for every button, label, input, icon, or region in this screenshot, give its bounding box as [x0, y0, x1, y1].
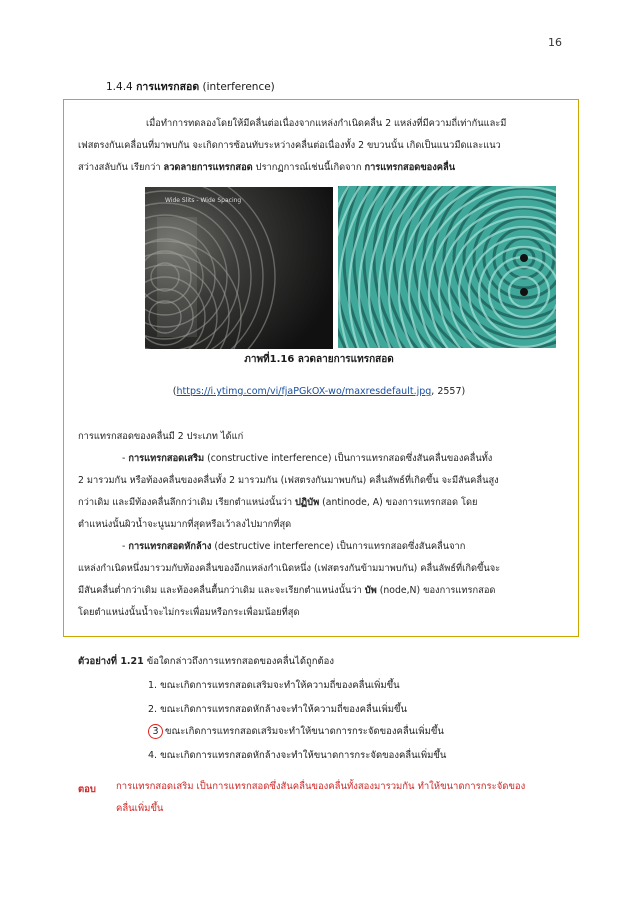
term-interference-pattern: ลวดลายการแทรกสอด	[163, 162, 253, 173]
answer-label: ตอบ	[78, 784, 96, 795]
section-title-en: (interference)	[202, 81, 275, 93]
types-intro: การแทรกสอดของคลื่นมี 2 ประเภท ได้แก่	[78, 431, 244, 442]
constructive-line-4: ตำแหน่งนั้นผิวน้ำจะนูนมากที่สุดหรือเว้าลงไปมากที่สุด	[78, 519, 292, 530]
intro-line-1: เมื่อทำการทดลองโดยให้มีคลื่นต่อเนื่องจากแหล่งกำเนิดคลื่น 2 แหล่งที่มีความถี่เท่ากันและมี	[146, 118, 507, 129]
term-constructive: การแทรกสอดเสริม	[128, 453, 205, 464]
intro-line-3: สว่างสลับกัน เรียกว่า ลวดลายการแทรกสอด ปรากฏการณ์เช่นนี้เกิดจาก การแทรกสอดของคลื่น	[78, 162, 456, 173]
answer-line-1: การแทรกสอดเสริม เป็นการแทรกสอดซึ่งสันคลื่นของคลื่นทั้งสองมารวมกัน ทำให้ขนาดการกระจัดของ	[116, 781, 526, 792]
constructive-line-2: 2 มารวมกัน หรือท้องคลื่นของคลื่นทั้ง 2 มารวมกัน (เฟสตรงกันมาพบกัน) คลื่นลัพธ์ที่เกิดขึ้น จะมีสันคลื่นสูง	[78, 475, 499, 486]
section-number: 1.4.4	[106, 81, 133, 93]
figure-caption: ภาพที่1.16 ลวดลายการแทรกสอด	[244, 354, 394, 365]
term-wave-interference: การแทรกสอดของคลื่น	[364, 162, 456, 173]
wave-source-1	[520, 254, 528, 262]
intro-paragraph	[78, 113, 574, 179]
answer-text	[116, 776, 576, 820]
figure-source: (https://i.ytimg.com/vi/fjaPGkOX-wo/maxresdefault.jpg, 2557)	[172, 386, 466, 397]
term-destructive: การแทรกสอดหักล้าง	[128, 541, 212, 552]
option-2: 2. ขณะเกิดการแทรกสอดหักล้างจะทำให้ความถี่ของคลื่นเพิ่มขึ้น	[148, 704, 408, 715]
ripple-tank-photo	[338, 186, 556, 348]
option-4: 4. ขณะเกิดการแทรกสอดหักล้างจะทำให้ขนาดการกระจัดของคลื่นเพิ่มขึ้น	[148, 750, 447, 761]
destructive-line-4: โดยตำแหน่งนั้นน้ำจะไม่กระเพื่อมหรือกระเพื่อมน้อยที่สุด	[78, 607, 300, 618]
option-3: 3 ขณะเกิดการแทรกสอดเสริมจะทำให้ขนาดการกระจัดของคลื่นเพิ่มขึ้น	[148, 724, 444, 739]
page-number: 16	[548, 36, 562, 49]
intro-line-2: เฟสตรงกันเคลื่อนที่มาพบกัน จะเกิดการซ้อนทับระหว่างคลื่นต่อเนื่องทั้ง 2 ขบวนนั้น เกิดเป็นแนวมืดและแนว	[78, 140, 501, 151]
destructive-line-1: - การแทรกสอดหักล้าง (destructive interference) เป็นการแทรกสอดซึ่งสันคลื่นจาก	[122, 541, 466, 552]
photo-overlay-text: Wide Slits - Wide Spacing	[165, 197, 242, 204]
destructive-line-3: มีสันคลื่นต่ำกว่าเดิม และท้องคลื่นตื้นกว่าเดิม และจะเรียกตำแหน่งนั้นว่า บัพ (node,N) ของการแทรกสอด	[78, 585, 496, 596]
term-antinode: ปฏิบัพ	[295, 497, 320, 508]
example-label: ตัวอย่างที่ 1.21	[78, 656, 144, 667]
section-heading	[106, 78, 275, 95]
example-question: ตัวอย่างที่ 1.21 ข้อใดกล่าวถึงการแทรกสอดของคลื่นได้ถูกต้อง	[78, 656, 335, 667]
term-node: บัพ	[364, 585, 377, 596]
constructive-line-3: กว่าเดิม และมีท้องคลื่นลึกกว่าเดิม เรียกตำแหน่งนั้นว่า ปฏิบัพ (antinode, A) ของการแทรกสอด โดย	[78, 497, 478, 508]
answer-circle-icon: 3	[148, 724, 163, 739]
answer-line-2: คลื่นเพิ่มขึ้น	[116, 803, 164, 814]
constructive-line-1: - การแทรกสอดเสริม (constructive interference) เป็นการแทรกสอดซึ่งสันคลื่นของคลื่นทั้ง	[122, 453, 493, 464]
destructive-line-2: แหล่งกำเนิดหนึ่งมารวมกับท้องคลื่นของอีกแหล่งกำเนิดหนึ่ง (เฟสตรงกันข้ามมาพบกัน) คลื่นลัพธ์ที่เกิดขึ้นจะ	[78, 563, 501, 574]
option-1: 1. ขณะเกิดการแทรกสอดเสริมจะทำให้ความถี่ของคลื่นเพิ่มขึ้น	[148, 680, 400, 691]
interference-photo	[145, 187, 333, 349]
section-title-th: การแทรกสอด	[136, 81, 200, 93]
interference-types	[78, 426, 570, 624]
wave-source-2	[520, 288, 528, 296]
source-link[interactable]: https://i.ytimg.com/vi/fjaPGkOX-wo/maxresdefault.jpg	[176, 386, 432, 397]
